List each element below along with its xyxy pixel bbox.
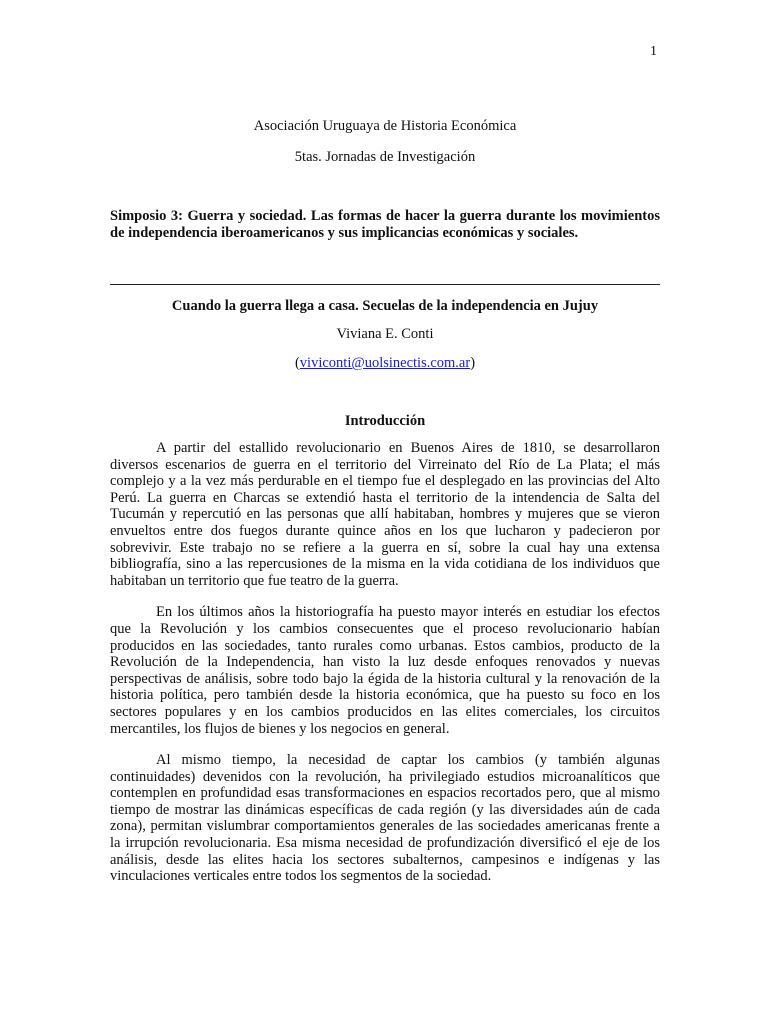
author-name: Viviana E. Conti	[336, 326, 434, 342]
paper-title-block	[110, 298, 660, 372]
section-heading-introduccion: Introducción	[344, 413, 426, 429]
body-text	[110, 440, 660, 900]
simposio-title: Simposio 3: Guerra y sociedad. Las formas de hacer la guerra durante los movimientos de independencia iberoamericanos y sus implicancias económicas y sociales.	[110, 208, 660, 241]
event-name: 5tas. Jornadas de Investigación	[294, 149, 476, 165]
document-header	[110, 118, 660, 166]
author-email-line	[110, 355, 660, 372]
page-number: 1	[650, 44, 657, 59]
organization-name: Asociación Uruguaya de Historia Económica	[253, 118, 517, 134]
paper-title: Cuando la guerra llega a casa. Secuelas de la independencia en Jujuy	[171, 298, 599, 314]
email-paren-open: (	[294, 355, 300, 371]
paragraph: Al mismo tiempo, la necesidad de captar los cambios (y también algunas continuidades) devenidos con la revolución, ha privilegiado estudios microanalíticos que contemplen en profundidad esas transformaciones en espacios recortados pero, que al mismo tiempo de mostrar las dinámicas específicas de cada región (y las diversidades aún de cada zona), permitan vislumbrar comportamientos generales de las sociedades americanas frente a la irrupción revolucionaria. Esa misma necesidad de profundización diversificó el eje de los análisis, desde las elites hacia los sectores subalternos, campesinos e indígenas y las vinculaciones verticales entre todos los segmentos de la sociedad.	[110, 752, 660, 885]
email-paren-close: )	[470, 355, 476, 371]
horizontal-rule	[110, 284, 660, 285]
paragraph: En los últimos años la historiografía ha puesto mayor interés en estudiar los efectos que la Revolución y los cambios consecuentes que el proceso revolucionario habían producidos en las sociedades, tanto rurales como urbanas. Estos cambios, producto de la Revolución de la Independencia, han visto la luz desde enfoques renovados y nuevas perspectivas de análisis, sobre todo bajo la égida de la historia cultural y la renovación de la historia política, pero también desde la historia económica, que ha puesto su foco en los sectores populares y en los cambios producidos en las elites comerciales, los circuitos mercantiles, los flujos de bienes y los negocios en general.	[110, 604, 660, 737]
author-email-link[interactable]: viviconti@uolsinectis.com.ar	[299, 355, 471, 371]
paragraph: A partir del estallido revolucionario en Buenos Aires de 1810, se desarrollaron diversos escenarios de guerra en el territorio del Virreinato del Río de La Plata; el más complejo y a la vez más perdurable en el tiempo fue el desplegado en las provincias del Alto Perú. La guerra en Charcas se extendió hasta el territorio de la intendencia de Salta del Tucumán y repercutió en las personas que allí habitaban, hombres y mujeres que se vieron envueltos entre dos fuegos durante quince años en los que lucharon y padecieron por sobrevivir. Este trabajo no se refiere a la guerra en sí, sobre la cual hay una extensa bibliografía, sino a las repercusiones de la misma en la vida cotidiana de los individuos que habitaban un territorio que fue teatro de la guerra.	[110, 440, 660, 589]
